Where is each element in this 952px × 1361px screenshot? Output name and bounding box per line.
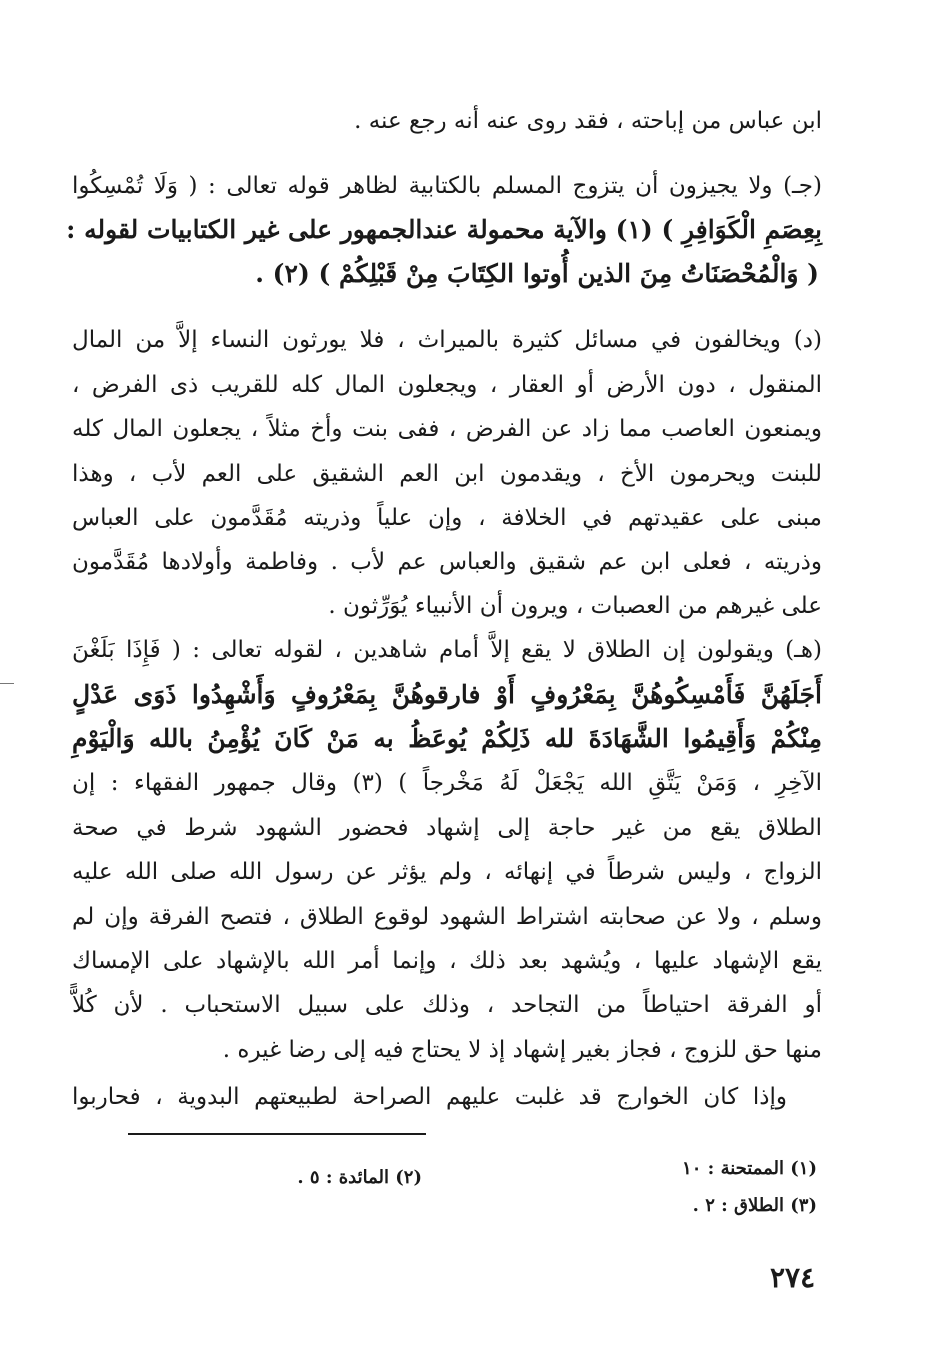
footnote-3: (٣) الطلاق : ٢ . [692,1195,817,1216]
footnote-2: (٢) المائدة : ٥ . [297,1167,422,1188]
footnote-separator [128,1133,426,1135]
paragraph-ha-line-3: مِنْكُمْ وَأَقِيمُوا الشَّهَادَةَ لله ذَلِكُمْ يُوعَظُ به مَنْ كَانَ يُؤْمِنُ بالله وَالْيَوْمِ [72,724,822,753]
paragraph-dal-line-7: على غيرهم من العصبات ، ويرون أن الأنبياء يُوَرِّثون . [328,593,822,619]
paragraph-ha-line-2: أَجَلَهُنَّ فَأَمْسِكُوهُنَّ بِمَعْرُوفٍ أَوْ فارقوهُنَّ بِمَعْرُوفٍ وَأَشْهِدُوا ذَوَى عَدْلٍ [72,680,822,709]
paragraph-ha-line-6: الزواج ، وليس شرطاً في إنهائه ، ولم يؤثر عن رسول الله صلى الله عليه [72,859,822,885]
footnote-1: (١) الممتحنة : ١٠ [682,1158,817,1179]
paragraph-dal-line-1: (د) ويخالفون في مسائل كثيرة بالميراث ، فلا يورثون النساء إلاَّ من المال [72,327,822,353]
paragraph-dal-line-6: وذريته ، فعلى ابن عم شقيق والعباس عم لأب . وفاطمة وأولادها مُقَدَّمون [72,549,822,575]
paragraph-ha-line-5: الطلاق يقع من غير حاجة إلى إشهاد فحضور الشهود شرط في صحة [72,815,822,841]
paragraph-dal-line-4: للبنت ويحرمون الأخ ، ويقدمون ابن العم الشقيق على العم لأب ، وهذا [72,461,822,487]
paragraph-dal-line-5: مبنى على عقيدتهم في الخلافة ، وإن علياً وذريته مُقَدَّمون على العباس [72,505,822,531]
paragraph-ha-line-4: الآخِرِ ، وَمَنْ يَتَّقِ الله يَجْعَلْ لَهُ مَخْرجاً ) (٣) وقال جمهور الفقهاء : إن [72,770,822,796]
paragraph-jeem-line-1: (جـ) ولا يجيزون أن يتزوج المسلم بالكتابية لظاهر قوله تعالى : ( وَلَا تُمْسِكُوا [72,173,822,199]
text-line-continuation: ابن عباس من إباحته ، فقد روى عنه أنه رجع عنه . [354,108,822,134]
paragraph-ha-line-10: منها حق للزوج ، فجاز بغير إشهاد إذ لا يحتاج فيه إلى رضا غيره . [222,1037,822,1063]
page-number: ٢٧٤ [770,1261,816,1294]
paragraph-ha-line-9: أو الفرقة احتياطاً من التجاحد ، وذلك على سبيل الاستحباب . لأن كُلاًّ [72,992,822,1018]
paragraph-dal-line-2: المنقول ، دون الأرض أو العقار ، ويجعلون المال كله للقريب ذى الفرض ، [72,372,822,398]
paragraph-dal-line-3: ويمنعون العاصب مما زاد عن الفرض ، ففى بنت وأخ مثلاً ، يجعلون المال كله [72,416,822,442]
paragraph-last-line: وإذا كان الخوارج قد غلبت عليهم الصراحة لطبيعتهم البدوية ، فحاربوا [72,1084,787,1110]
paragraph-ha-line-8: يقع الإشهاد عليها ، ويُشهد بعد ذلك ، وإنما أمر الله بالإشهاد على الإمساك [72,948,822,974]
scan-edge-mark [0,683,14,684]
paragraph-ha-line-7: وسلم ، ولا عن صحابته اشتراط الشهود لوقوع الطلاق ، فتصح الفرقة وإن لم [72,904,822,930]
paragraph-jeem-line-3: ( وَالْمُحْصَنَاتُ مِنَ الذين أُوتوا الكِتَابَ مِنْ قَبْلِكُمْ ) (٢) . [255,259,819,288]
paragraph-jeem-line-2: بِعِصَمِ الْكَوَافِرِ ) (١) والآية محمولة عندالجمهور على غير الكتابيات لقوله : [66,215,822,244]
paragraph-ha-line-1: (هـ) ويقولون إن الطلاق لا يقع إلاَّ أمام شاهدين ، لقوله تعالى : ( فَإِذَا بَلَغْنَ [72,637,822,663]
